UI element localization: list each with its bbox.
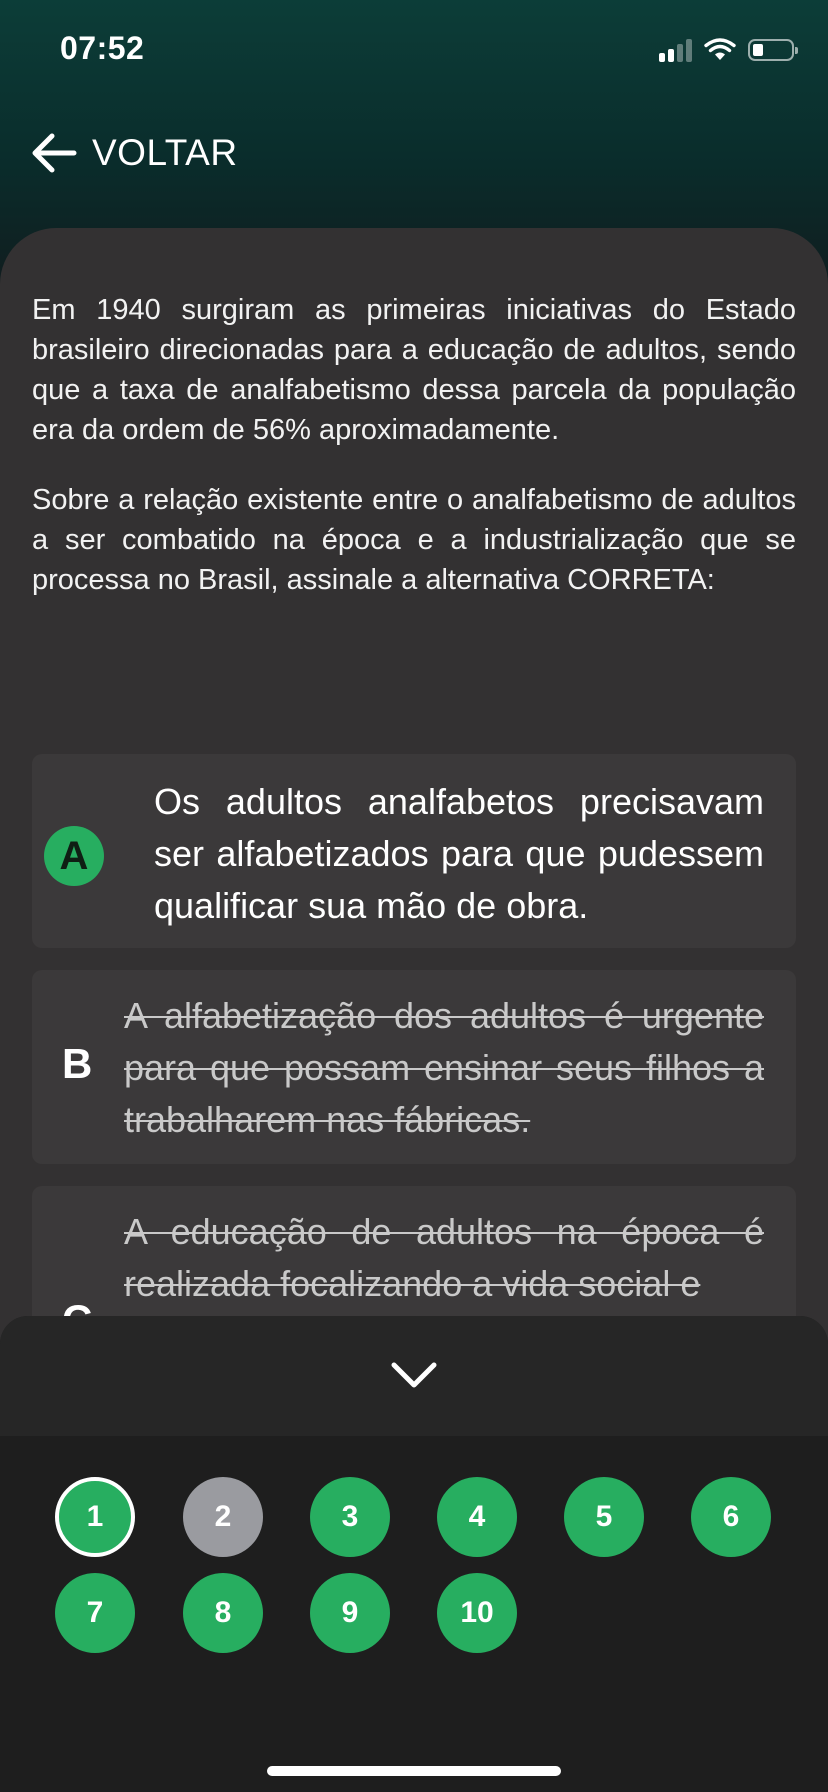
home-indicator [267, 1766, 561, 1776]
back-label: VOLTAR [92, 132, 238, 173]
option-a[interactable] [32, 754, 796, 948]
battery-icon [748, 39, 794, 61]
signal-icon [659, 38, 692, 62]
status-bar [0, 0, 828, 100]
question-button-10[interactable]: 10 [437, 1573, 517, 1653]
question-paragraph-1: Em 1940 surgiram as primeiras iniciativas do Estado brasileiro direcionadas para a educação de adultos, sendo que a taxa de analfabetismo dessa parcela da população era da ordem de 56% aproximadamente. [32, 294, 796, 446]
option-a-text: Os adultos analfabetos precisavam ser alfabetizados para que pudessem qualificar sua mão de obra. [154, 781, 764, 926]
question-button-4[interactable]: 4 [437, 1477, 517, 1557]
chevron-down-icon [390, 1361, 438, 1391]
status-time: 07:52 [60, 30, 145, 66]
option-b-text: A alfabetização dos adultos é urgente para que possam ensinar seus filhos a trabalharem nas fábricas. [124, 995, 764, 1140]
question-paragraph-2: Sobre a relação existente entre o analfabetismo de adultos a ser combatido na época e a industrialização que se processa no Brasil, assinale a alternativa CORRETA: [32, 484, 796, 596]
option-c-text: A educação de adultos na época é realizada focalizando a vida social e [124, 1211, 764, 1304]
question-button-6[interactable]: 6 [691, 1477, 771, 1557]
question-button-3[interactable]: 3 [310, 1477, 390, 1557]
question-button-5[interactable]: 5 [564, 1477, 644, 1557]
question-button-1[interactable]: 1 [55, 1477, 135, 1557]
status-icons [659, 34, 794, 66]
option-b[interactable] [32, 970, 796, 1164]
option-b-letter: B [62, 1040, 93, 1087]
question-navigator-panel [0, 1316, 828, 1792]
back-button[interactable] [30, 125, 238, 181]
arrow-left-icon [30, 131, 78, 175]
collapse-panel-button[interactable] [0, 1316, 828, 1436]
question-button-2[interactable]: 2 [183, 1477, 263, 1557]
question-text [32, 290, 796, 630]
question-button-7[interactable]: 7 [55, 1573, 135, 1653]
question-button-9[interactable]: 9 [310, 1573, 390, 1653]
option-a-letter: A [44, 826, 104, 886]
wifi-icon [704, 38, 736, 62]
question-button-8[interactable]: 8 [183, 1573, 263, 1653]
